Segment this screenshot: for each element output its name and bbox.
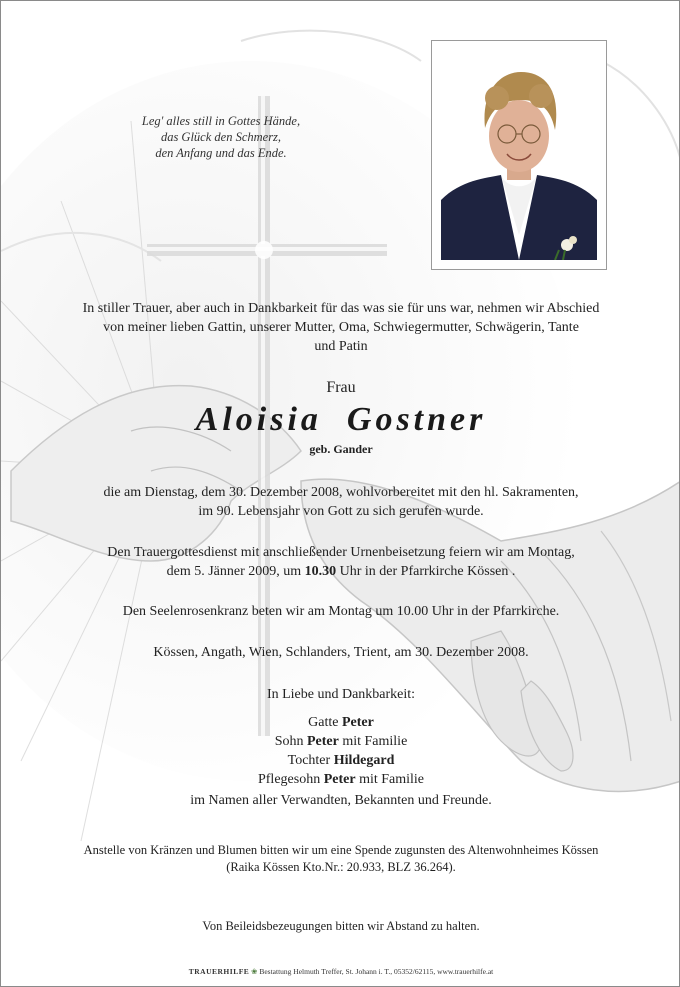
leaf-icon: ❀: [251, 967, 258, 976]
verse-line: Leg' alles still in Gottes Hände,: [141, 114, 301, 128]
condolence-notice: Von Beileidsbezeugungen bitten wir Abstand zu halten.: [202, 919, 480, 933]
donation-line: (Raika Kössen Kto.Nr.: 20.933, BLZ 36.264).: [226, 860, 456, 874]
brand-name: TRAUERHILFE: [188, 967, 250, 976]
birth-name: geb. Gander: [309, 442, 373, 456]
salutation: Frau: [326, 379, 356, 396]
intro-line: In stiller Trauer, aber auch in Dankbarkeit für das was sie für uns war, nehmen wir Abschied: [82, 301, 600, 316]
place-and-date: Kössen, Angath, Wien, Schlanders, Trient, am 30. Dezember 2008.: [153, 645, 529, 660]
service-time: 10.30: [304, 564, 337, 579]
donation-notice: [1, 842, 680, 876]
mourner-daughter: Tochter Hildegard: [287, 753, 395, 768]
service-line: Den Trauergottesdienst mit anschließender Urnenbeisetzung feiern wir am Montag,: [107, 545, 575, 560]
verse-line: das Glück den Schmerz,: [160, 130, 282, 144]
deceased-name: Aloisia Gostner: [195, 401, 487, 438]
funeral-service: [1, 543, 680, 581]
mourners-list: [1, 713, 680, 789]
verse-quote: [111, 113, 331, 161]
relatives-line: im Namen aller Verwandten, Bekannten und Freunde.: [190, 793, 492, 808]
portrait-photo: [441, 50, 597, 260]
service-date-text: dem 5. Jänner 2009, um: [166, 564, 305, 579]
intro-line: von meiner lieben Gattin, unserer Mutter, Oma, Schwiegermutter, Schwägerin, Tante: [103, 320, 579, 335]
mourner-son: Sohn Peter mit Familie: [274, 734, 408, 749]
mourner-husband: Gatte Peter: [308, 715, 374, 730]
mourner-foster-son: Pflegesohn Peter mit Familie: [257, 772, 425, 787]
death-line: im 90. Lebensjahr von Gott zu sich gerufen wurde.: [198, 504, 484, 519]
service-location-text: Uhr in der Pfarrkirche Kössen .: [336, 564, 516, 579]
donation-line: Anstelle von Kränzen und Blumen bitten wir um eine Spende zugunsten des Altenwohnheimes Kössen: [83, 843, 599, 857]
portrait-frame: [431, 40, 607, 270]
verse-line: den Anfang und das Ende.: [155, 146, 287, 160]
service-line: [1, 562, 680, 581]
rosary-notice: Den Seelenrosenkranz beten wir am Montag um 10.00 Uhr in der Pfarrkirche.: [122, 604, 560, 619]
death-notice: [1, 483, 680, 521]
mourners-heading: In Liebe und Dankbarkeit:: [266, 687, 416, 702]
death-line: die am Dienstag, dem 30. Dezember 2008, wohlvorbereitet mit den hl. Sakramenten,: [103, 485, 579, 500]
funeral-home-info: Bestattung Helmuth Treffer, St. Johann i. T., 05352/62115, www.trauerhilfe.at: [259, 967, 494, 976]
funeral-home-footer: [1, 967, 680, 976]
intro-line: und Patin: [314, 339, 368, 354]
intro-text: [31, 299, 651, 356]
